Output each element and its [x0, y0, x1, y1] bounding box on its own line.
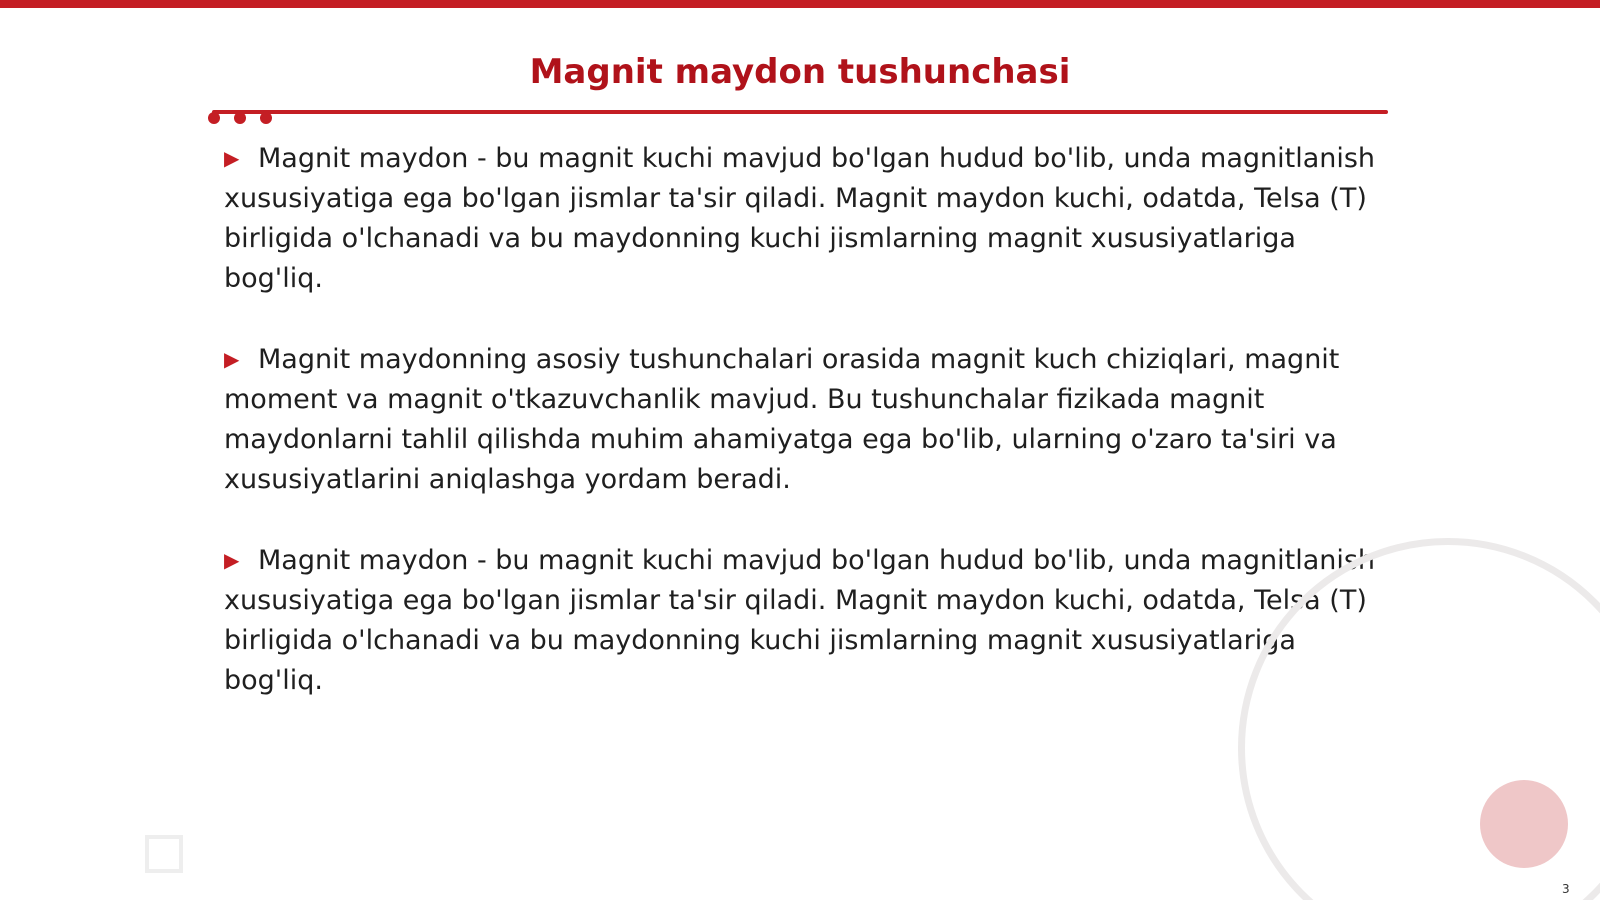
bullet-item	[224, 339, 1394, 500]
bullet-text: Magnit maydonning asosiy tushunchalari orasida magnit kuch chiziqlari, magnit moment va magnit o'tkazuvchanlik mavjud. Bu tushunchalar fizikada magnit maydonlarni tahlil qilishda muhim ahamiyatga ega bo'lib, ularning o'zaro ta'siri va xususiyatlarini aniqlashga yordam beradi.	[224, 344, 1340, 495]
title-underline	[212, 110, 1388, 114]
page-number: 3	[1562, 882, 1570, 896]
top-accent-bar	[0, 0, 1600, 8]
bullet-item	[224, 540, 1394, 701]
slide-title: Magnit maydon tushunchasi	[529, 52, 1071, 92]
decorative-dot	[208, 112, 220, 124]
bullet-arrow-icon: ▶	[224, 347, 240, 371]
bullet-arrow-icon: ▶	[224, 146, 240, 170]
bullet-text: Magnit maydon - bu magnit kuchi mavjud bo'lgan hudud bo'lib, unda magnitlanish xususiyatiga ega bo'lgan jismlar ta'sir qiladi. Magnit maydon kuchi, odatda, Telsa (T) birligida o'lchanadi va bu maydonning kuchi jismlarning magnit xususiyatlariga bog'liq.	[224, 545, 1376, 696]
bullet-item	[224, 138, 1394, 299]
bullet-text: Magnit maydon - bu magnit kuchi mavjud bo'lgan hudud bo'lib, unda magnitlanish xususiyatiga ega bo'lgan jismlar ta'sir qiladi. Magnit maydon kuchi, odatda, Telsa (T) birligida o'lchanadi va bu maydonning kuchi jismlarning magnit xususiyatlariga bog'liq.	[224, 143, 1376, 294]
decorative-dot	[260, 112, 272, 124]
decorative-circle	[1480, 780, 1568, 868]
decorative-square	[145, 835, 183, 873]
decorative-dot	[234, 112, 246, 124]
bullet-list	[224, 138, 1394, 741]
bullet-arrow-icon: ▶	[224, 548, 240, 572]
